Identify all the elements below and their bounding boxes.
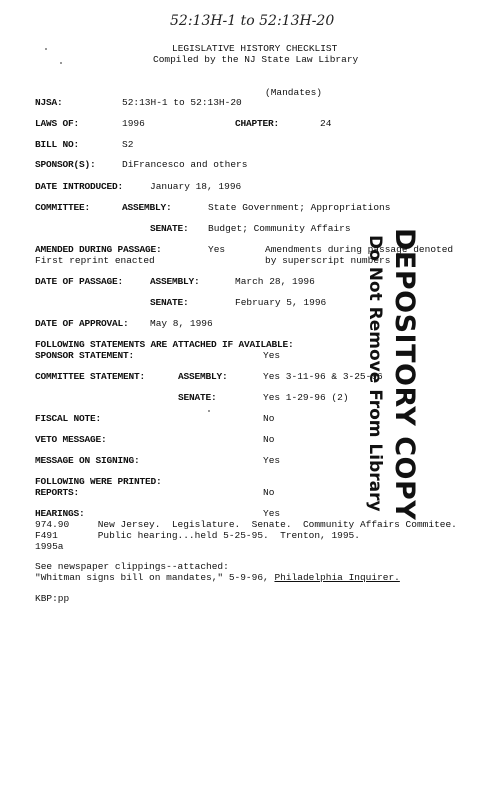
scan-speck <box>208 410 210 412</box>
message-on-signing-label: MESSAGE ON SIGNING: <box>35 455 140 466</box>
date-introduced-value: January 18, 1996 <box>150 181 242 192</box>
handwritten-statute-range: 52:13H-1 to 52:13H-20 <box>170 13 335 29</box>
hearings-label: HEARINGS: <box>35 508 85 519</box>
hearing-entry-line2: F491 Public hearing...held 5-25-95. Trenton, 1995. <box>35 530 360 541</box>
reports-value: No <box>263 487 275 498</box>
page-subtitle: Compiled by the NJ State Law Library <box>153 54 359 65</box>
chapter-label: CHAPTER: <box>235 118 280 129</box>
hearing-entry-line1: 974.90 New Jersey. Legislature. Senate. Community Affairs Commitee. <box>35 519 457 530</box>
page-title: LEGISLATIVE HISTORY CHECKLIST <box>172 43 338 54</box>
committee-assembly-value: State Government; Appropriations <box>208 202 391 213</box>
clippings-intro: See newspaper clippings--attached: <box>35 561 229 572</box>
fiscal-note-value: No <box>263 413 275 424</box>
fiscal-note-label: FISCAL NOTE: <box>35 413 102 424</box>
bill-no-label: BILL NO: <box>35 139 80 150</box>
committee-statement-senate-value: Yes 1-29-96 (2) <box>263 392 349 403</box>
approval-value: May 8, 1996 <box>150 318 213 329</box>
do-not-remove-stamp: Do Not Remove From Library <box>365 235 385 512</box>
sponsor-statement-label: SPONSOR STATEMENT: <box>35 350 135 361</box>
amended-note-line2: by superscript numbers <box>265 255 391 266</box>
veto-message-label: VETO MESSAGE: <box>35 434 107 445</box>
message-on-signing-value: Yes <box>263 455 281 466</box>
hearing-entry-line3: 1995a <box>35 541 64 552</box>
committee-assembly-label: ASSEMBLY: <box>122 202 172 213</box>
attached-heading: FOLLOWING STATEMENTS ARE ATTACHED IF AVAILABLE: <box>35 339 294 350</box>
clipping-article: "Whitman signs bill on mandates," 5-9-96, <box>35 572 275 583</box>
sponsors-label: SPONSOR(S): <box>35 159 96 170</box>
passage-assembly-label: ASSEMBLY: <box>150 276 200 287</box>
scan-speck <box>45 48 47 50</box>
committee-statement-assembly-value: Yes 3-11-96 & 3-25-96 <box>263 371 383 382</box>
njsa-label: NJSA: <box>35 97 63 108</box>
reports-label: REPORTS: <box>35 487 80 498</box>
passage-assembly-value: March 28, 1996 <box>235 276 315 287</box>
amended-note-line1: Amendments during passage denoted <box>265 244 454 255</box>
njsa-value: 52:13H-1 to 52:13H-20 <box>122 97 242 108</box>
sponsors-value: DiFrancesco and others <box>122 159 248 170</box>
scan-speck <box>60 62 62 64</box>
committee-label: COMMITTEE: <box>35 202 91 213</box>
clipping-entry <box>35 572 400 583</box>
committee-senate-value: Budget; Community Affairs <box>208 223 351 234</box>
chapter-value: 24 <box>320 118 332 129</box>
amended-label: AMENDED DURING PASSAGE: <box>35 244 162 255</box>
category-label: (Mandates) <box>265 87 323 98</box>
clipping-newspaper: Philadelphia Inquirer. <box>274 572 400 583</box>
committee-statement-senate-label: SENATE: <box>178 392 217 403</box>
veto-message-value: No <box>263 434 275 445</box>
amended-value: Yes <box>208 244 226 255</box>
amended-reprint: First reprint enacted <box>35 255 155 266</box>
hearings-value: Yes <box>263 508 281 519</box>
printed-heading: FOLLOWING WERE PRINTED: <box>35 476 162 487</box>
sponsor-statement-value: Yes <box>263 350 281 361</box>
laws-of-label: LAWS OF: <box>35 118 80 129</box>
laws-of-value: 1996 <box>122 118 145 129</box>
passage-label: DATE OF PASSAGE: <box>35 276 124 287</box>
bill-no-value: S2 <box>122 139 134 150</box>
depository-copy-stamp: DEPOSITORY COPY <box>389 228 420 521</box>
passage-senate-label: SENATE: <box>150 297 189 308</box>
date-introduced-label: DATE INTRODUCED: <box>35 181 124 192</box>
approval-label: DATE OF APPROVAL: <box>35 318 129 329</box>
committee-statement-assembly-label: ASSEMBLY: <box>178 371 228 382</box>
committee-statement-label: COMMITTEE STATEMENT: <box>35 371 146 382</box>
committee-senate-label: SENATE: <box>150 223 189 234</box>
passage-senate-value: February 5, 1996 <box>235 297 327 308</box>
initials: KBP:pp <box>35 593 70 604</box>
